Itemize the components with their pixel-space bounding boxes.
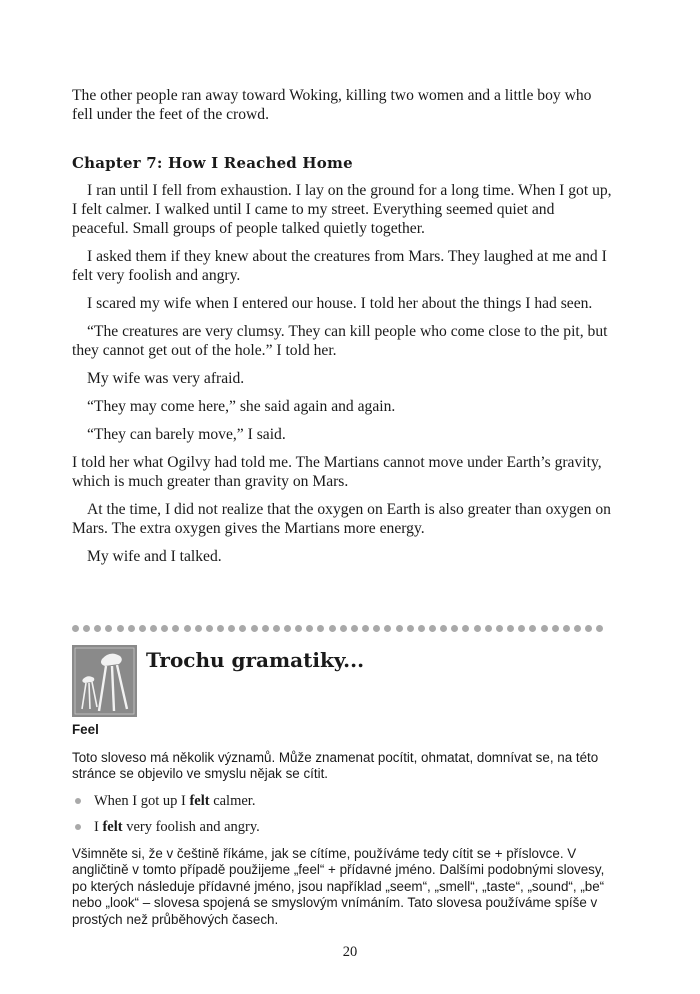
divider-dot [585,625,592,632]
divider-dot [72,625,79,632]
example-keyword: felt [189,792,210,809]
paragraph-10: My wife and I talked. [87,548,222,565]
divider-dot [574,625,581,632]
divider-dot [317,625,324,632]
divider-dot [150,625,157,632]
story-text [72,86,612,575]
divider-dot [161,625,168,632]
bullet-icon [75,798,81,804]
divider-dot [83,625,90,632]
divider-dot [172,625,179,632]
example-text: When I got up I [94,792,190,809]
bullet-icon [75,824,81,830]
divider-dot [396,625,403,632]
divider-dot [507,625,514,632]
dotted-divider [72,623,604,633]
divider-dot [362,625,369,632]
divider-dot [105,625,112,632]
divider-dot [329,625,336,632]
divider-dot [485,625,492,632]
divider-dot [541,625,548,632]
intro-paragraph: The other people ran away toward Woking, killing two women and a little boy who fell under the feet of the crowd. [72,87,592,123]
divider-dot [529,625,536,632]
divider-dot [340,625,347,632]
divider-dot [351,625,358,632]
divider-dot [440,625,447,632]
divider-dot [251,625,258,632]
divider-dot [239,625,246,632]
divider-dot [195,625,202,632]
paragraph-2: I asked them if they knew about the creatures from Mars. They laughed at me and I felt very foolish and angry. [72,248,607,284]
divider-dot [429,625,436,632]
divider-dot [462,625,469,632]
paragraph-7: “They can barely move,” I said. [87,426,286,443]
example-text: calmer. [209,792,256,809]
paragraph-1: I ran until I fell from exhaustion. I lay on the ground for a long time. When I got up, I felt calmer. I walked until I came to my street. Everything seemed quiet and peaceful. Small groups of people talked quietly together. [72,182,612,237]
divider-dot [295,625,302,632]
divider-dot [418,625,425,632]
divider-dot [596,625,603,632]
example-keyword: felt [102,819,123,835]
example-text: very foolish and angry. [122,819,260,835]
paragraph-4: “The creatures are very clumsy. They can kill people who come close to the pit, but they cannot get out of the hole.” I told her. [72,323,608,359]
divider-dot [273,625,280,632]
divider-dot [262,625,269,632]
grammar-intro: Toto sloveso má několik významů. Může znamenat pocítit, ohmatat, domnívat se, na této stránce se objevilo ve smyslu nějak se cítit. [72,749,599,781]
martian-tripod-icon [72,645,137,717]
paragraph-3: I scared my wife when I entered our house. I told her about the things I had seen. [87,295,593,312]
divider-dot [139,625,146,632]
example-text: I [94,819,103,835]
divider-dot [451,625,458,632]
chapter-title: Chapter 7: How I Reached Home [72,154,353,172]
divider-dot [496,625,503,632]
grammar-section [72,722,612,938]
divider-dot [117,625,124,632]
paragraph-8: I told her what Ogilvy had told me. The Martians cannot move under Earth’s gravity, which is much greater than gravity on Mars. [72,454,602,490]
divider-dot [373,625,380,632]
paragraph-6: “They may come here,” she said again and again. [87,398,396,415]
divider-dot [217,625,224,632]
divider-dot [518,625,525,632]
example-item [72,793,612,810]
paragraph-5: My wife was very afraid. [87,370,245,387]
divider-dot [184,625,191,632]
example-list [72,793,612,836]
divider-dot [284,625,291,632]
divider-dot [206,625,213,632]
divider-dot [384,625,391,632]
divider-dot [94,625,101,632]
divider-dot [474,625,481,632]
page-number: 20 [342,944,358,960]
divider-dot [552,625,559,632]
divider-dot [563,625,570,632]
divider-dot [228,625,235,632]
grammar-title: Trochu gramatiky... [146,648,365,672]
paragraph-9: At the time, I did not realize that the oxygen on Earth is also greater than oxygen on Mars. The extra oxygen gives the Martians more energy. [72,501,611,537]
grammar-subheading: Feel [72,722,99,737]
grammar-note: Všimněte si, že v češtině říkáme, jak se cítíme, používáme tedy cítit se + příslovce. V angličtině v tomto případě použijeme „feel“ + přídavné jméno. Dalšími podobnými slovesy, po kterých následuje přídavné jméno, jsou například „seem“, „smell“, „taste“, „sound“, „be“ nebo „look“ – slovesa spojená se smyslovým vnímáním. Tato slovesa používáme spíše v prostých než průběhových časech. [72,845,605,927]
divider-dot [306,625,313,632]
divider-dot [128,625,135,632]
divider-dot [407,625,414,632]
example-item [72,819,612,836]
